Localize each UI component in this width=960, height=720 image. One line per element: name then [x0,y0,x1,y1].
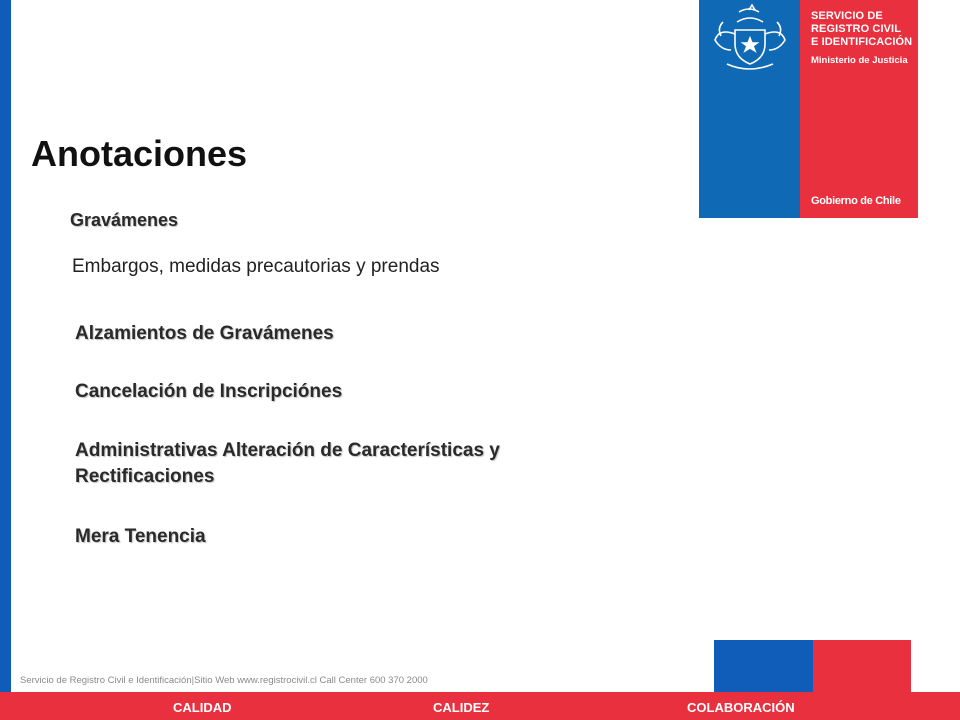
left-accent-stripe [0,0,11,692]
footer-bar [0,692,960,720]
logo-ministry: Ministerio de Justicia [811,55,908,66]
registro-civil-logo [699,0,918,218]
footer-value-calidad: CALIDAD [173,700,232,715]
logo-text-line-1: SERVICIO DE [811,10,883,22]
gravamenes-description: Embargos, medidas precautorias y prendas [72,256,440,277]
logo-government: Gobierno de Chile [811,195,901,207]
coat-of-arms-icon [699,0,800,90]
item-mera-tenencia: Mera Tenencia [75,526,206,547]
page-title: Anotaciones [31,133,248,174]
item-alzamientos: Alzamientos de Gravámenes [75,323,334,344]
footer-value-calidez: CALIDEZ [433,700,490,715]
item-administrativas: Administrativas Alteración de Características y [75,440,500,461]
flag-blue-block [714,640,813,692]
flag-red-block [813,640,911,692]
gravamenes-heading: Gravámenes [70,210,179,230]
logo-text-line-2: REGISTRO CIVIL [811,23,902,35]
logo-text-line-3: E IDENTIFICACIÓN [811,36,913,48]
footer-contact-info: Servicio de Registro Civil e Identificación|Sitio Web www.registrocivil.cl Call Center 600 370 2000 [20,675,428,686]
item-rectificaciones: Rectificaciones [75,466,215,487]
item-cancelacion: Cancelación de Inscripciónes [75,381,343,402]
footer-value-colaboracion: COLABORACIÓN [687,700,795,715]
logo-red-panel [800,0,918,218]
logo-blue-panel [699,0,800,218]
